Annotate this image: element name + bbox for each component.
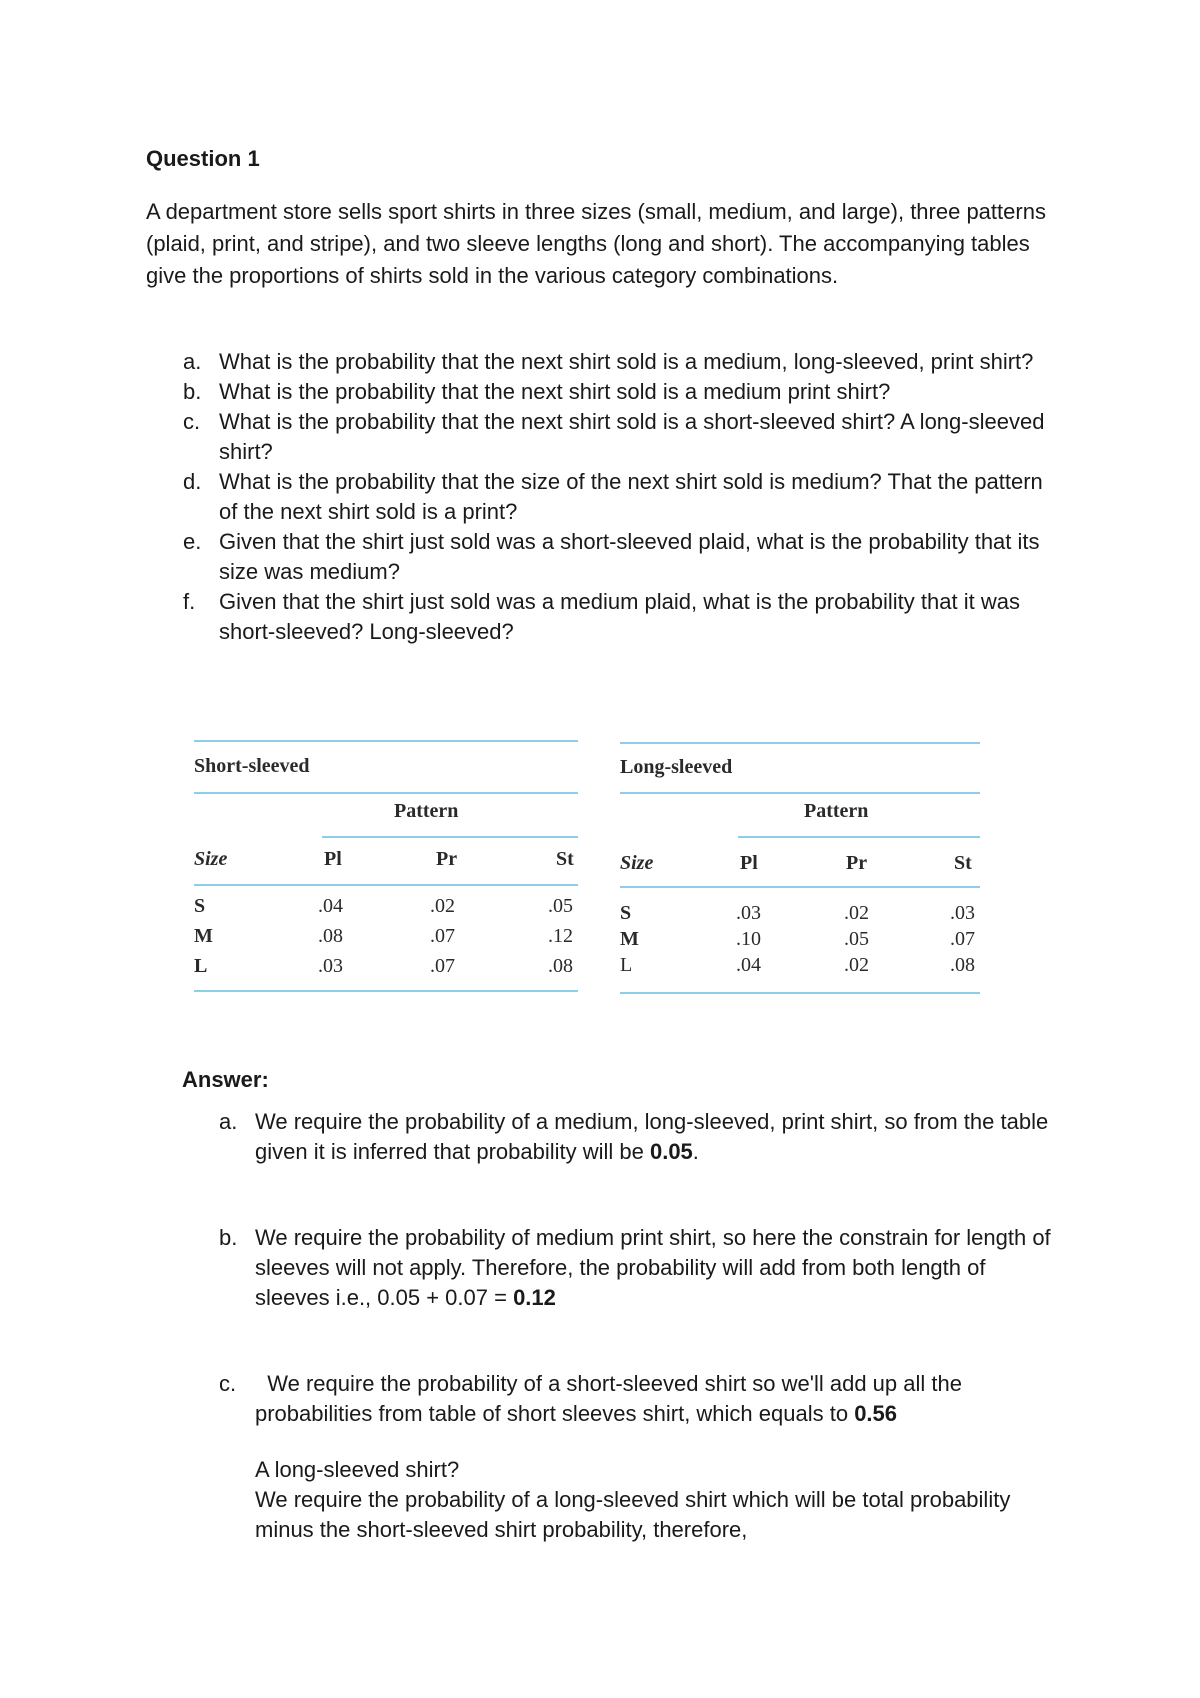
size-header: Size: [620, 852, 654, 874]
question-item-d: [146, 467, 1066, 527]
list-marker: a.: [219, 1109, 238, 1134]
answer-text: We require the probability of a short-sleeved shirt so we'll add up all the probabilities from table of short sleeves shirt, which equals to: [255, 1371, 969, 1426]
row-size-s: S: [620, 902, 632, 924]
question-text: Given that the shirt just sold was a medium plaid, what is the probability that it was short-sleeved? Long-sleeved?: [219, 589, 1020, 644]
answer-item-c: [182, 1369, 1062, 1545]
table-rule: [738, 836, 980, 838]
table-cell: .02: [844, 954, 869, 976]
table-rule: [322, 836, 578, 838]
answer-subquestion: A long-sleeved shirt?: [255, 1457, 460, 1482]
question-item-b: [146, 377, 1066, 407]
table-rule: [620, 992, 980, 994]
question-item-e: [146, 527, 1066, 587]
pattern-header: Pattern: [394, 800, 459, 822]
table-cell: .05: [844, 928, 869, 950]
answer-item-a: [182, 1107, 1062, 1167]
list-marker: d.: [183, 469, 202, 494]
list-marker: c.: [219, 1371, 237, 1396]
table-cell: .03: [950, 902, 975, 924]
list-marker: b.: [183, 379, 202, 404]
answer-title: Answer:: [182, 1067, 269, 1092]
answer-value: 0.12: [513, 1285, 556, 1310]
answer-list: [182, 1107, 1062, 1545]
table-cell: .05: [548, 895, 573, 917]
list-marker: e.: [183, 529, 202, 554]
row-size-l: L: [194, 955, 208, 977]
short-sleeved-table: [194, 740, 578, 1000]
answer-text: We require the probability of medium print shirt, so here the constrain for length of sleeves will not apply. Therefore, the probability will add from both length of sleeves i.e., 0.05 + 0.07 =: [255, 1225, 1051, 1310]
column-header-st: St: [954, 852, 972, 874]
table-cell: .07: [430, 925, 455, 947]
question-text: What is the probability that the next shirt sold is a medium, long-sleeved, print shirt?: [219, 349, 1034, 374]
question-text: What is the probability that the size of the next shirt sold is medium? That the pattern of the next shirt sold is a print?: [219, 469, 1043, 524]
table-rule: [194, 884, 578, 886]
row-size-s: S: [194, 895, 206, 917]
table-cell: .02: [430, 895, 455, 917]
table-rule: [194, 740, 578, 742]
column-header-pl: Pl: [324, 848, 342, 870]
table-cell: .04: [736, 954, 761, 976]
question-item-f: [146, 587, 1066, 647]
table-title: Short-sleeved: [194, 755, 310, 777]
answer-value: 0.05: [649, 1139, 693, 1164]
column-header-pr: Pr: [436, 848, 458, 870]
table-cell: .07: [950, 928, 975, 950]
table-rule: [620, 742, 980, 744]
table-rule: [194, 792, 578, 794]
table-cell: .04: [318, 895, 343, 917]
long-sleeved-table: [620, 742, 980, 1002]
list-marker: b.: [219, 1225, 238, 1250]
table-cell: .07: [430, 955, 455, 977]
table-title: Long-sleeved: [620, 756, 733, 778]
size-header: Size: [194, 848, 228, 870]
answer-subtext: We require the probability of a long-sleeved shirt which will be total probability minus the short-sleeved shirt probability, therefore,: [255, 1487, 1011, 1542]
question-list: [146, 347, 1066, 647]
question-intro: A department store sells sport shirts in three sizes (small, medium, and large), three patterns (plaid, print, and stripe), and two sleeve lengths (long and short). The accompanying tables give the proportions of shirts sold in the various category combinations.: [146, 199, 1046, 288]
column-header-pr: Pr: [846, 852, 868, 874]
list-marker: f.: [183, 589, 196, 614]
table-rule: [620, 886, 980, 888]
question-text: What is the probability that the next shirt sold is a short-sleeved shirt? A long-sleeved shirt?: [219, 409, 1045, 464]
table-cell: .08: [318, 925, 343, 947]
row-size-l: L: [620, 954, 633, 976]
table-cell: .08: [950, 954, 975, 976]
answer-item-b: [182, 1223, 1062, 1313]
table-cell: .03: [318, 955, 343, 977]
answer-value: 0.56: [854, 1401, 898, 1426]
table-rule: [194, 990, 578, 992]
column-header-pl: Pl: [740, 852, 758, 874]
answer-text: We require the probability of a medium, long-sleeved, print shirt, so from the table given it is inferred that probability will be: [255, 1109, 1049, 1164]
table-rule: [620, 792, 980, 794]
row-size-m: M: [620, 928, 639, 950]
table-cell: .12: [548, 925, 573, 947]
question-text: Given that the shirt just sold was a short-sleeved plaid, what is the probability that its size was medium?: [219, 529, 1040, 584]
list-marker: a.: [183, 349, 202, 374]
table-cell: .02: [844, 902, 869, 924]
table-cell: .08: [548, 955, 573, 977]
question-item-a: [146, 347, 1066, 377]
table-cell: .03: [736, 902, 761, 924]
list-marker: c.: [183, 409, 201, 434]
column-header-st: St: [556, 848, 574, 870]
question-item-c: [146, 407, 1066, 467]
answer-punct: .: [692, 1139, 699, 1164]
table-cell: .10: [736, 928, 761, 950]
row-size-m: M: [194, 925, 213, 947]
question-text: What is the probability that the next shirt sold is a medium print shirt?: [219, 379, 891, 404]
pattern-header: Pattern: [804, 800, 869, 822]
question-title: Question 1: [146, 146, 260, 171]
